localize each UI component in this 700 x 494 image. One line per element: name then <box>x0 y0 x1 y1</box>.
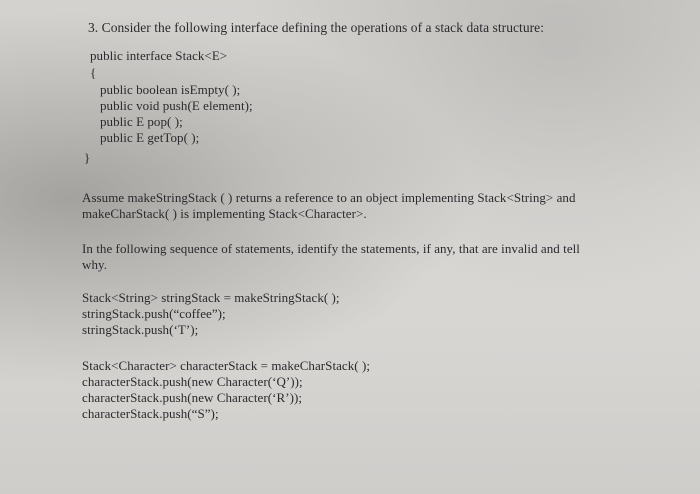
instruction-line-1: In the following sequence of statements, identify the statements, if any, that are invalid and tell <box>82 241 580 256</box>
assumption-line-1: Assume makeStringStack ( ) returns a reference to an object implementing Stack<String> and <box>82 190 576 205</box>
character-stack-push-r: characterStack.push(new Character(‘R’)); <box>82 390 302 405</box>
method-pop: public E pop( ); <box>100 114 183 129</box>
string-stack-push-t: stringStack.push(‘T’); <box>82 322 199 337</box>
interface-header: public interface Stack<E> <box>90 48 228 63</box>
interface-open-brace: { <box>90 65 97 80</box>
method-get-top: public E getTop( ); <box>100 130 200 145</box>
interface-close-brace: } <box>84 150 91 165</box>
question-text: 3. Consider the following interface defining the operations of a stack data structure: <box>88 20 545 35</box>
character-stack-declaration: Stack<Character> characterStack = makeCharStack( ); <box>82 358 371 373</box>
bleed-through-smudge <box>520 6 523 21</box>
assumption-line-2: makeCharStack( ) is implementing Stack<Character>. <box>82 206 367 221</box>
character-stack-push-s: characterStack.push(“S”); <box>82 406 219 421</box>
string-stack-push-coffee: stringStack.push(“coffee”); <box>82 306 226 321</box>
method-is-empty: public boolean isEmpty( ); <box>100 82 241 97</box>
string-stack-declaration: Stack<String> stringStack = makeStringStack( ); <box>82 290 340 305</box>
character-stack-push-q: characterStack.push(new Character(‘Q’)); <box>82 374 303 389</box>
instruction-line-2: why. <box>82 257 107 272</box>
method-push: public void push(E element); <box>100 98 253 113</box>
